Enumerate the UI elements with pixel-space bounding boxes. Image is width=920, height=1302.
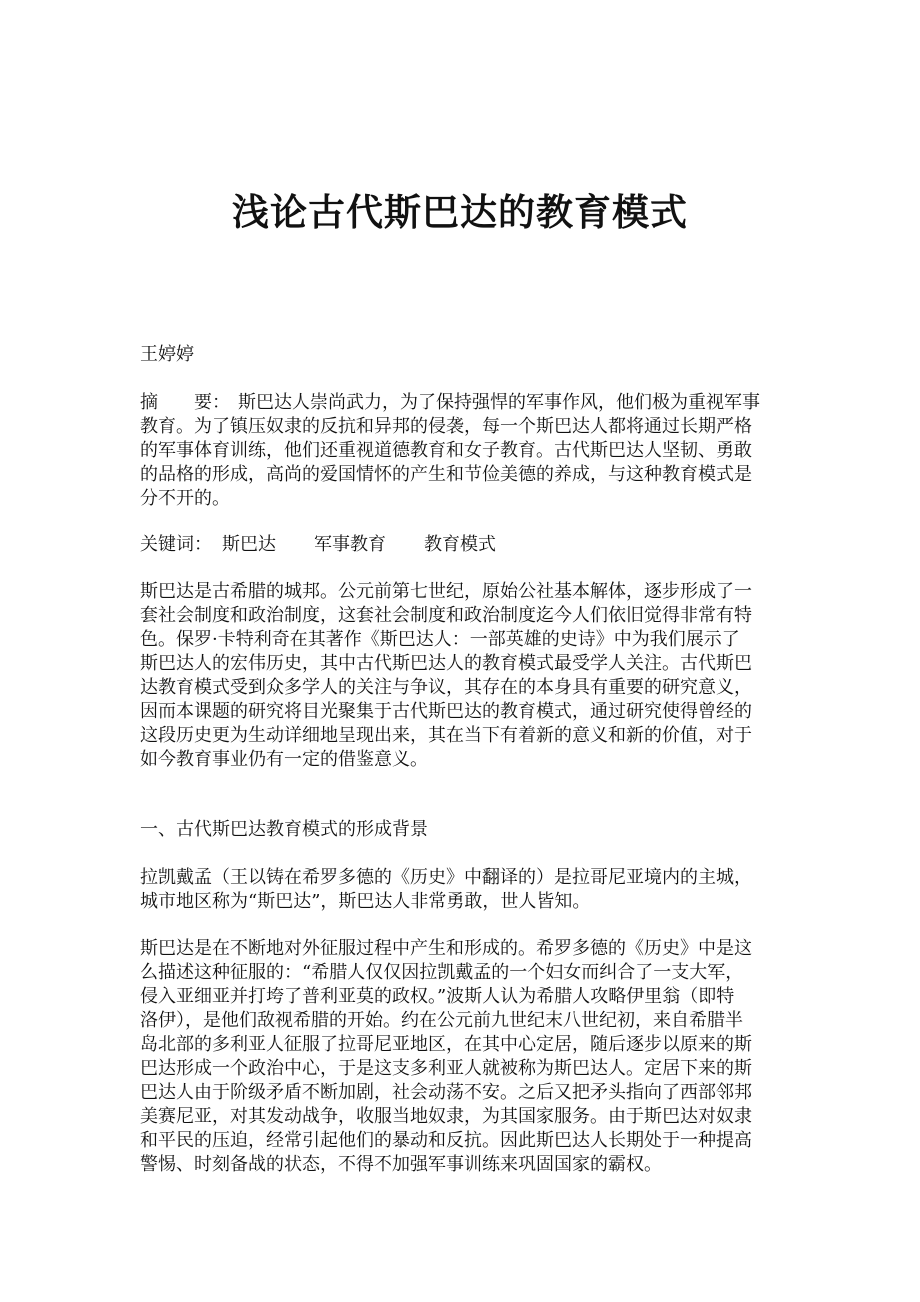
- text-line: 斯巴达是古希腊的城邦。公元前第七世纪，原始公社基本解体，逐步形成了一: [140, 581, 752, 602]
- text-line: 套社会制度和政治制度，这套社会制度和政治制度迄今人们依旧觉得非常有特: [140, 605, 752, 626]
- text-line: 因而本课题的研究将目光聚集于古代斯巴达的教育模式，通过研究使得曾经的: [140, 701, 752, 722]
- section-heading: 一、古代斯巴达教育模式的形成背景: [140, 819, 428, 840]
- text-line: 巴达人由于阶级矛盾不断加剧，社会动荡不安。之后又把矛头指向了西部邻邦: [140, 1082, 752, 1103]
- text-line: 洛伊），是他们敌视希腊的开始。约在公元前九世纪末八世纪初，来自希腊半: [140, 1010, 743, 1031]
- keyword: 教育模式: [424, 534, 496, 555]
- keywords: [140, 533, 800, 557]
- keyword: 军事教育: [314, 534, 386, 555]
- intro-paragraph: [140, 580, 800, 772]
- text-line: 拉凯戴孟（王以铸在希罗多德的《历史》中翻译的）是拉哥尼亚境内的主城，: [140, 867, 752, 888]
- text-line: 岛北部的多利亚人征服了拉哥尼亚地区，在其中心定居，随后逐步以原来的斯: [140, 1034, 752, 1055]
- abstract-line: 的军事体育训练，他们还重视道德教育和女子教育。古代斯巴达人坚韧、勇敢: [140, 440, 752, 461]
- keyword: 斯巴达: [222, 534, 276, 555]
- abstract-line: 教育。为了镇压奴隶的反抗和异邦的侵袭，每一个斯巴达人都将通过长期严格: [140, 416, 752, 437]
- text-line: 么描述这种征服的：“希腊人仅仅因拉凯戴孟的一个妇女而纠合了一支大军，: [140, 962, 744, 983]
- text-line: 色。保罗·卡特利奇在其著作《斯巴达人：一部英雄的史诗》中为我们展示了: [140, 629, 740, 650]
- author: 王婷婷: [140, 344, 194, 365]
- document-title: 浅论古代斯巴达的教育模式: [232, 190, 688, 234]
- text-line: 和平民的压迫，经常引起他们的暴动和反抗。因此斯巴达人长期处于一种提高: [140, 1130, 752, 1151]
- keywords-label: 关键词：: [140, 534, 212, 555]
- text-line: 斯巴达是在不断地对外征服过程中产生和形成的。希罗多德的《历史》中是这: [140, 938, 752, 959]
- abstract: [140, 391, 800, 511]
- text-line: 巴达形成一个政治中心，于是这支多利亚人就被称为斯巴达人。定居下来的斯: [140, 1058, 752, 1079]
- text-line: 美赛尼亚，对其发动战争，收服当地奴隶，为其国家服务。由于斯巴达对奴隶: [140, 1106, 752, 1127]
- section-paragraph-2: [140, 937, 800, 1177]
- text-line: 城市地区称为“斯巴达”，斯巴达人非常勇敢，世人皆知。: [140, 891, 591, 912]
- text-line: 达教育模式受到众多学人的关注与争议，其存在的本身具有重要的研究意义，: [140, 677, 752, 698]
- abstract-line: 分不开的。: [140, 488, 230, 509]
- text-line: 这段历史更为生动详细地呈现出来，其在当下有着新的意义和新的价值，对于: [140, 725, 752, 746]
- text-line: 斯巴达人的宏伟历史，其中古代斯巴达人的教育模式最受学人关注。古代斯巴: [140, 653, 752, 674]
- text-line: 警惕、时刻备战的状态，不得不加强军事训练来巩固国家的霸权。: [140, 1154, 662, 1175]
- abstract-line: 摘 要： 斯巴达人崇尚武力，为了保持强悍的军事作风，他们极为重视军事: [140, 392, 760, 413]
- text-line: 如今教育事业仍有一定的借鉴意义。: [140, 749, 428, 770]
- text-line: 侵入亚细亚并打垮了普利亚莫的政权。”波斯人认为希腊人攻略伊里翁（即特: [140, 986, 735, 1007]
- abstract-line: 的品格的形成，高尚的爱国情怀的产生和节俭美德的养成，与这种教育模式是: [140, 464, 752, 485]
- abstract-label: 摘 要：: [140, 392, 230, 413]
- section-paragraph-1: [140, 866, 800, 914]
